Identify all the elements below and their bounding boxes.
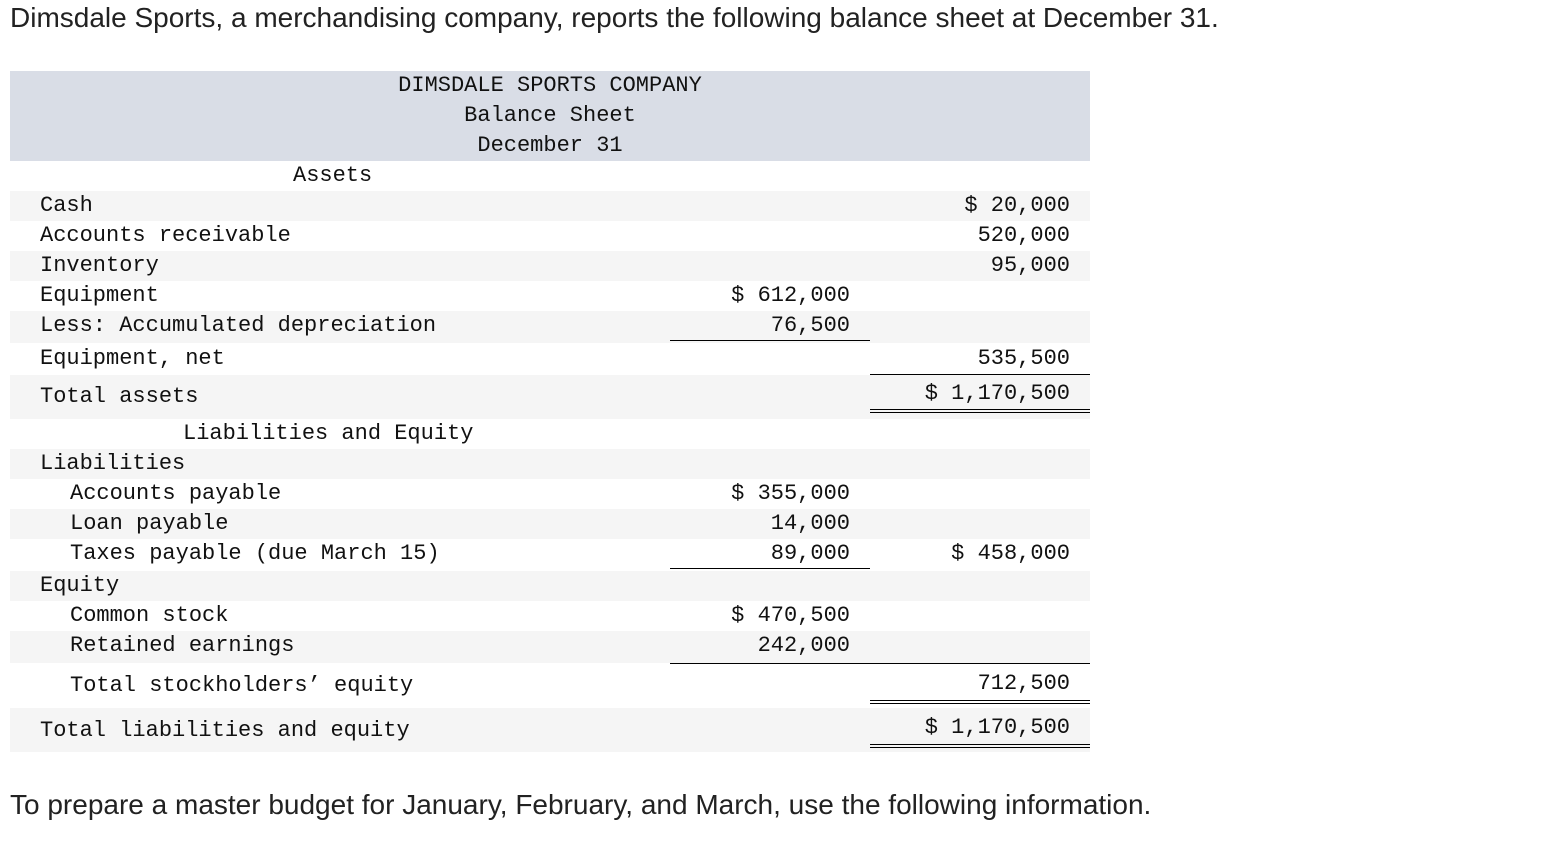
total-liabilities-equity-label: Total liabilities and equity [40,718,410,743]
accumulated-depreciation-label: Less: Accumulated depreciation [40,313,437,338]
liabilities-equity-heading: Liabilities and Equity [183,421,474,446]
cash-value: $ 20,000 [964,193,1070,218]
inventory-value: 95,000 [990,253,1070,278]
loan-payable-row [10,509,1090,539]
cash-row [10,191,1090,221]
statement-date: December 31 [477,133,623,158]
common-stock-row [10,601,1090,631]
taxes-payable-row [10,539,1090,571]
cash-label: Cash [40,193,93,218]
company-name: DIMSDALE SPORTS COMPANY [398,73,702,98]
inventory-row [10,251,1090,281]
liabilities-heading-row [10,449,1090,479]
accounts-payable-row [10,479,1090,509]
total-liabilities-equity-row [10,708,1090,752]
equipment-value: $ 612,000 [731,283,850,308]
taxes-payable-label: Taxes payable (due March 15) [70,541,440,566]
equipment-label: Equipment [40,283,159,308]
common-stock-label: Common stock [70,603,229,628]
equity-heading-row [10,571,1090,601]
balance-sheet [10,71,1090,752]
total-assets-row [10,375,1090,419]
balance-sheet-header [10,71,1090,161]
total-liabilities-value: $ 458,000 [951,541,1070,566]
retained-earnings-value: 242,000 [757,633,850,658]
intro-text: Dimsdale Sports, a merchandising company, reports the following balance sheet at December 31. [10,2,1219,33]
accounts-receivable-label: Accounts receivable [40,223,291,248]
equity-heading: Equity [40,573,120,598]
inventory-label: Inventory [40,253,159,278]
assets-heading: Assets [293,163,373,188]
accounts-payable-label: Accounts payable [70,481,282,506]
loan-payable-label: Loan payable [70,511,229,536]
total-equity-value: 712,500 [870,664,1090,704]
loan-payable-value: 14,000 [770,511,850,536]
accounts-payable-value: $ 355,000 [731,481,850,506]
retained-earnings-label: Retained earnings [70,633,295,658]
common-stock-value: $ 470,500 [731,603,850,628]
liabilities-heading: Liabilities [40,451,186,476]
total-assets-value: $ 1,170,500 [870,375,1090,413]
taxes-payable-value: 89,000 [670,539,870,569]
liabilities-equity-heading-row [10,419,1090,449]
equipment-net-value: 535,500 [870,343,1090,375]
assets-heading-row [10,161,1090,191]
accounts-receivable-row [10,221,1090,251]
retained-earnings-row [10,631,1090,663]
statement-title: Balance Sheet [464,103,636,128]
accumulated-depreciation-row [10,311,1090,343]
total-assets-label: Total assets [40,384,199,409]
outro-text: To prepare a master budget for January, February, and March, use the following information. [10,789,1152,820]
equipment-net-row [10,343,1090,375]
equipment-row [10,281,1090,311]
accounts-receivable-value: 520,000 [977,223,1070,248]
accumulated-depreciation-value: 76,500 [670,311,870,341]
equipment-net-label: Equipment, net [40,346,225,371]
total-equity-label: Total stockholders’ equity [70,673,414,698]
total-liabilities-equity-value: $ 1,170,500 [870,708,1090,748]
